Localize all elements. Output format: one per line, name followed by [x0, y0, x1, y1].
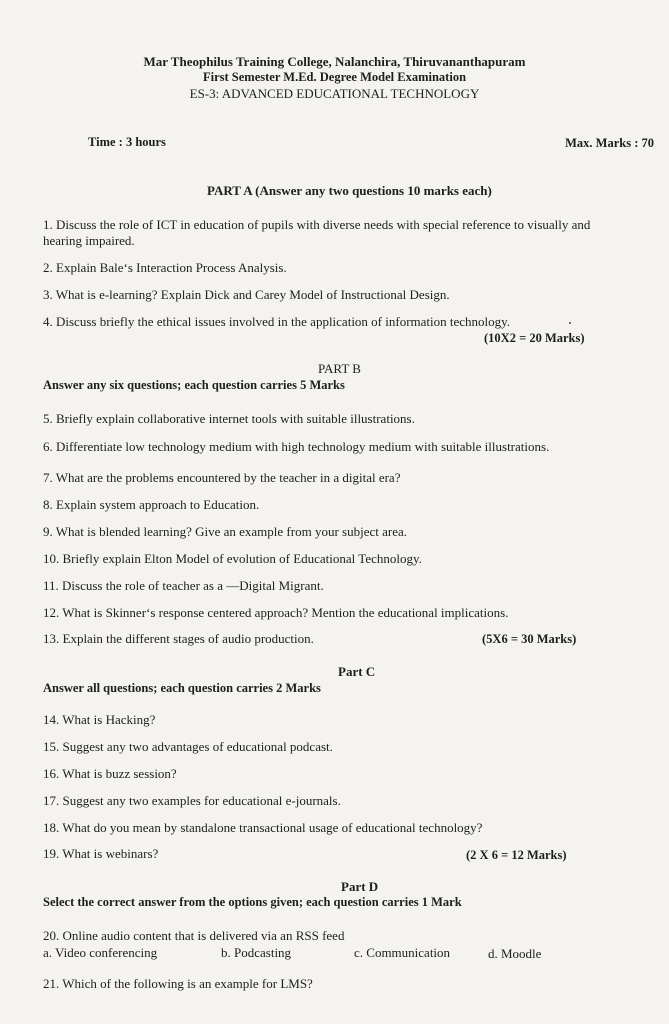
question-20: 20. Online audio content that is delivered via an RSS feed — [43, 928, 345, 943]
part-b-title: PART B — [318, 361, 361, 376]
question-7: 7. What are the problems encountered by the teacher in a digital era? — [43, 470, 401, 485]
q20-option-b: b. Podcasting — [221, 945, 292, 960]
stray-mark — [569, 322, 571, 324]
question-21: 21. Which of the following is an example for LMS? — [43, 976, 313, 991]
part-a-title — [207, 184, 492, 197]
part-d-instruction: Select the correct answer from the options given; each question carries 1 Mark — [43, 895, 462, 909]
part-a-marks: (10X2 = 20 Marks) — [484, 331, 585, 345]
max-marks: Max. Marks : 70 — [565, 136, 654, 150]
question-11: 11. Discuss the role of teacher as a —Digital Migrant. — [43, 578, 324, 593]
question-15: 15. Suggest any two advantages of educational podcast. — [43, 739, 333, 754]
college-name: Mar Theophilus Training College, Nalanchira, Thiruvananthapuram — [143, 54, 526, 69]
question-19: 19. What is webinars? — [43, 846, 159, 861]
question-10: 10. Briefly explain Elton Model of evolution of Educational Technology. — [43, 551, 422, 566]
question-6: 6. Differentiate low technology medium with high technology medium with suitable illustrations. — [43, 439, 550, 454]
part-b-instruction: Answer any six questions; each question carries 5 Marks — [43, 378, 345, 392]
q20-option-c: c. Communication — [354, 945, 451, 960]
part-d-title: Part D — [341, 879, 379, 894]
q20-option-d: d. Moodle — [488, 946, 542, 961]
question-1-line-1: 1. Discuss the role of ICT in education of pupils with diverse needs with special reference to visually and — [43, 217, 591, 232]
part-c-instruction: Answer all questions; each question carries 2 Marks — [43, 681, 321, 695]
question-1-line-2: hearing impaired. — [43, 233, 135, 248]
exam-title: First Semester M.Ed. Degree Model Examination — [202, 70, 467, 84]
course-title: ES-3: ADVANCED EDUCATIONAL TECHNOLOGY — [189, 86, 480, 101]
part-b-marks: (5X6 = 30 Marks) — [482, 632, 577, 646]
question-5: 5. Briefly explain collaborative internet tools with suitable illustrations. — [43, 411, 415, 426]
question-18: 18. What do you mean by standalone transactional usage of educational technology? — [43, 820, 483, 835]
question-2: 2. Explain Bale‘s Interaction Process Analysis. — [43, 260, 287, 275]
question-8: 8. Explain system approach to Education. — [43, 497, 260, 512]
question-12: 12. What is Skinner‘s response centered approach? Mention the educational implications. — [43, 605, 509, 620]
question-13: 13. Explain the different stages of audio production. — [43, 631, 314, 646]
question-3: 3. What is e-learning? Explain Dick and Carey Model of Instructional Design. — [43, 287, 450, 302]
part-c-title: Part C — [338, 664, 376, 679]
question-16: 16. What is buzz session? — [43, 766, 177, 781]
question-17: 17. Suggest any two examples for educational e-journals. — [43, 793, 341, 808]
time-allowed: Time : 3 hours — [88, 135, 166, 149]
question-14: 14. What is Hacking? — [43, 712, 156, 727]
question-4: 4. Discuss briefly the ethical issues involved in the application of information technology. — [43, 314, 511, 329]
part-a-heading: PART A (Answer any two questions 10 marks each) — [207, 183, 492, 198]
question-9: 9. What is blended learning? Give an example from your subject area. — [43, 524, 407, 539]
q20-option-a: a. Video conferencing — [43, 945, 158, 960]
part-c-marks: (2 X 6 = 12 Marks) — [466, 848, 567, 862]
